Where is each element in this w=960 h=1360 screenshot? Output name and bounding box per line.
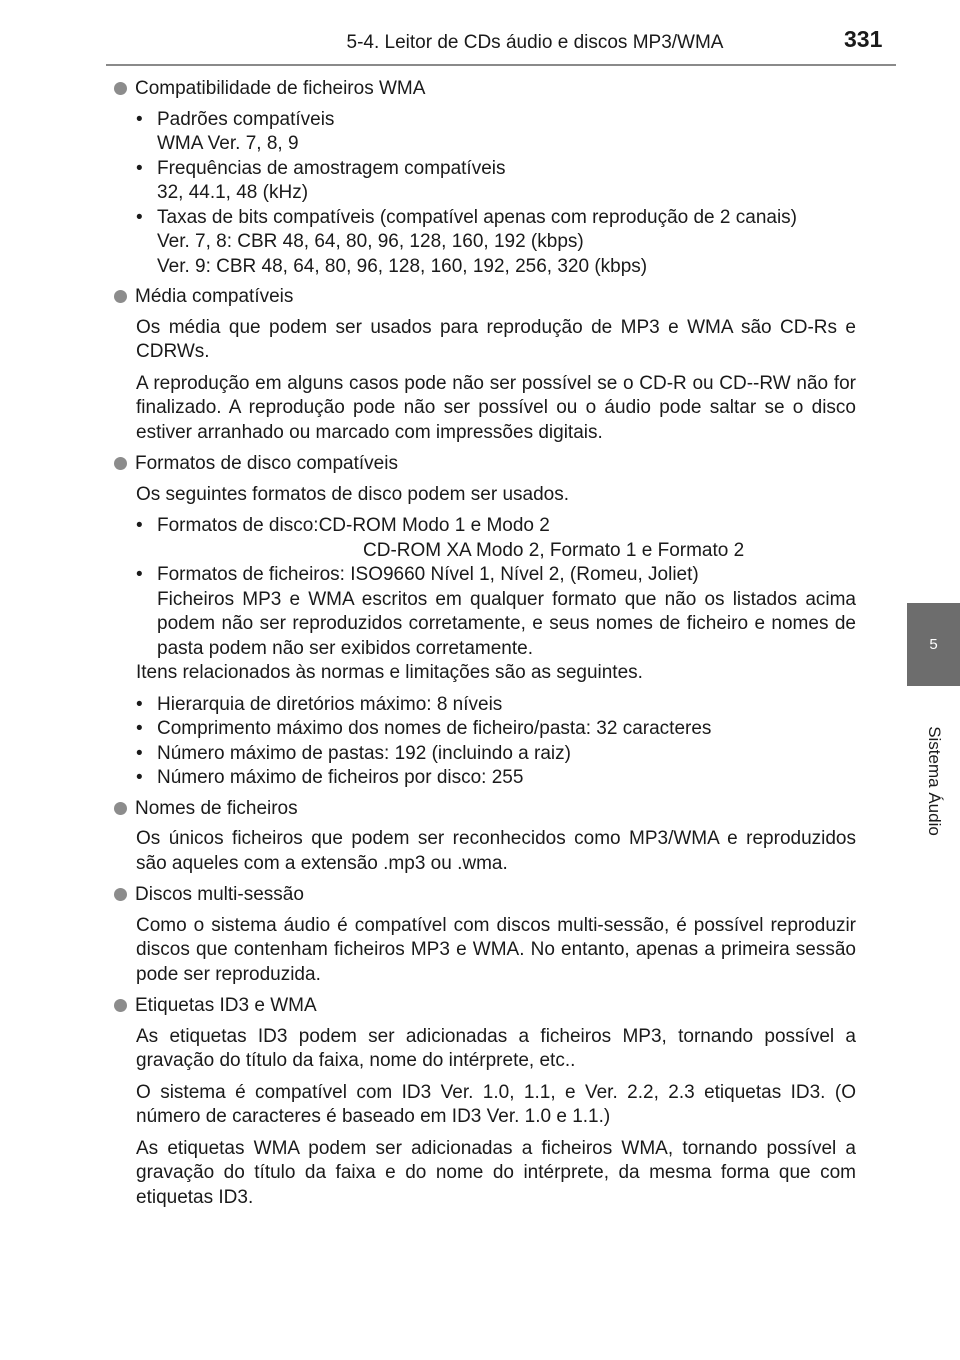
list-item-value: Ver. 7, 8: CBR 48, 64, 80, 96, 128, 160, 192 (kbps): [157, 231, 584, 252]
list-item: [136, 157, 856, 206]
list-item-value: Ver. 9: CBR 48, 64, 80, 96, 128, 160, 192, 256, 320 (kbps): [157, 255, 648, 277]
chapter-number: 5: [929, 636, 938, 653]
section-heading-text: Média compatíveis: [135, 286, 294, 307]
list-item: • Número máximo de ficheiros por disco: 255: [136, 766, 856, 791]
list-item: [136, 563, 856, 661]
list-item-value: Ficheiros MP3 e WMA escritos em qualquer formato que não os listados acima podem não ser reproduzidos corretamente, e seus nomes de ficheiro e nomes de pasta podem não ser exibidos corretamente.: [157, 588, 856, 659]
list-item: [136, 108, 856, 157]
bullet-list: [136, 108, 856, 280]
chapter-label-container: [907, 686, 960, 876]
paragraph: Os média que podem ser usados para reprodução de MP3 e WMA são CD-Rs e CDRWs.: [136, 316, 856, 362]
list-item-title: • Frequências de amostragem compatíveis: [157, 157, 506, 179]
list-item: • Número máximo de pastas: 192 (incluindo a raiz): [136, 742, 856, 767]
list-item-title: • Padrões compatíveis: [157, 108, 335, 130]
paragraph: O sistema é compatível com ID3 Ver. 1.0, 1.1, e Ver. 2.2, 2.3 etiquetas ID3. (O número de caracteres é baseado em ID3 Ver. 1.0 e 1.1.): [136, 1081, 856, 1127]
section-heading-text: Compatibilidade de ficheiros WMA: [135, 78, 426, 99]
section-heading: [114, 77, 856, 102]
paragraph: As etiquetas WMA podem ser adicionadas a ficheiros WMA, tornando possível a gravação do título da faixa e do nome do intérprete, da mesma forma que com etiquetas ID3.: [136, 1137, 856, 1208]
list-item-title: • Taxas de bits compatíveis (compatível apenas com reprodução de 2 canais): [157, 206, 797, 228]
list-item: [136, 514, 856, 563]
chapter-label: Sistema Áudio: [924, 726, 944, 836]
list-item-value: CD-ROM XA Modo 2, Formato 1 e Formato 2: [363, 539, 745, 561]
header-divider: [106, 64, 896, 66]
section-heading: [114, 994, 856, 1019]
paragraph: Itens relacionados às normas e limitações são as seguintes.: [136, 662, 643, 683]
bullet-circle-icon: [114, 290, 127, 303]
paragraph: Os seguintes formatos de disco podem ser usados.: [136, 483, 570, 505]
list-item: [136, 206, 856, 280]
section-heading-text: Formatos de disco compatíveis: [135, 453, 398, 474]
bullet-circle-icon: [114, 802, 127, 815]
section-heading: [114, 452, 856, 477]
page-number: 331: [844, 26, 883, 52]
bullet-circle-icon: [114, 999, 127, 1012]
page-header-title: 5-4. Leitor de CDs áudio e discos MP3/WMA: [346, 32, 724, 53]
bullet-circle-icon: [114, 82, 127, 95]
section-heading: [114, 797, 856, 822]
bullet-list: [136, 514, 856, 661]
bullet-circle-icon: [114, 457, 127, 470]
bullet-list: [136, 693, 856, 791]
list-item-title: • Formatos de disco:CD-ROM Modo 1 e Modo 2: [157, 515, 550, 536]
list-item-value: WMA Ver. 7, 8, 9: [157, 133, 299, 154]
list-item-value: 32, 44.1, 48 (kHz): [157, 182, 309, 203]
list-item: • Comprimento máximo dos nomes de ficheiro/pasta: 32 caracteres: [136, 717, 856, 742]
section-heading-text: Discos multi-sessão: [135, 884, 304, 905]
list-item: • Hierarquia de diretórios máximo: 8 níveis: [136, 693, 856, 718]
section-heading-text: Nomes de ficheiros: [135, 797, 298, 819]
section-heading: [114, 285, 856, 310]
chapter-tab: [907, 603, 960, 686]
paragraph: Os únicos ficheiros que podem ser reconhecidos como MP3/WMA e reproduzidos são aqueles com a extensão .mp3 ou .wma.: [136, 828, 856, 874]
list-item-title: • Formatos de ficheiros: ISO9660 Nível 1, Nível 2, (Romeu, Joliet): [157, 564, 699, 585]
page-content: [114, 77, 856, 1210]
paragraph: Como o sistema áudio é compatível com discos multi-sessão, é possível reproduzir discos que contenham ficheiros MP3 e WMA. No entanto, apenas a primeira sessão pode ser reproduzida.: [136, 914, 856, 985]
paragraph: As etiquetas ID3 podem ser adicionadas a ficheiros MP3, tornando possível a gravação do título da faixa, nome do intérprete, etc..: [136, 1025, 856, 1071]
bullet-circle-icon: [114, 888, 127, 901]
section-heading: [114, 883, 856, 908]
paragraph: A reprodução em alguns casos pode não ser possível se o CD-R ou CD--RW não for finalizado. A reprodução pode não ser possível ou o áudio pode saltar se o disco estiver arranhado ou marcado com impressões digitais.: [136, 372, 856, 443]
section-heading-text: Etiquetas ID3 e WMA: [135, 995, 317, 1016]
